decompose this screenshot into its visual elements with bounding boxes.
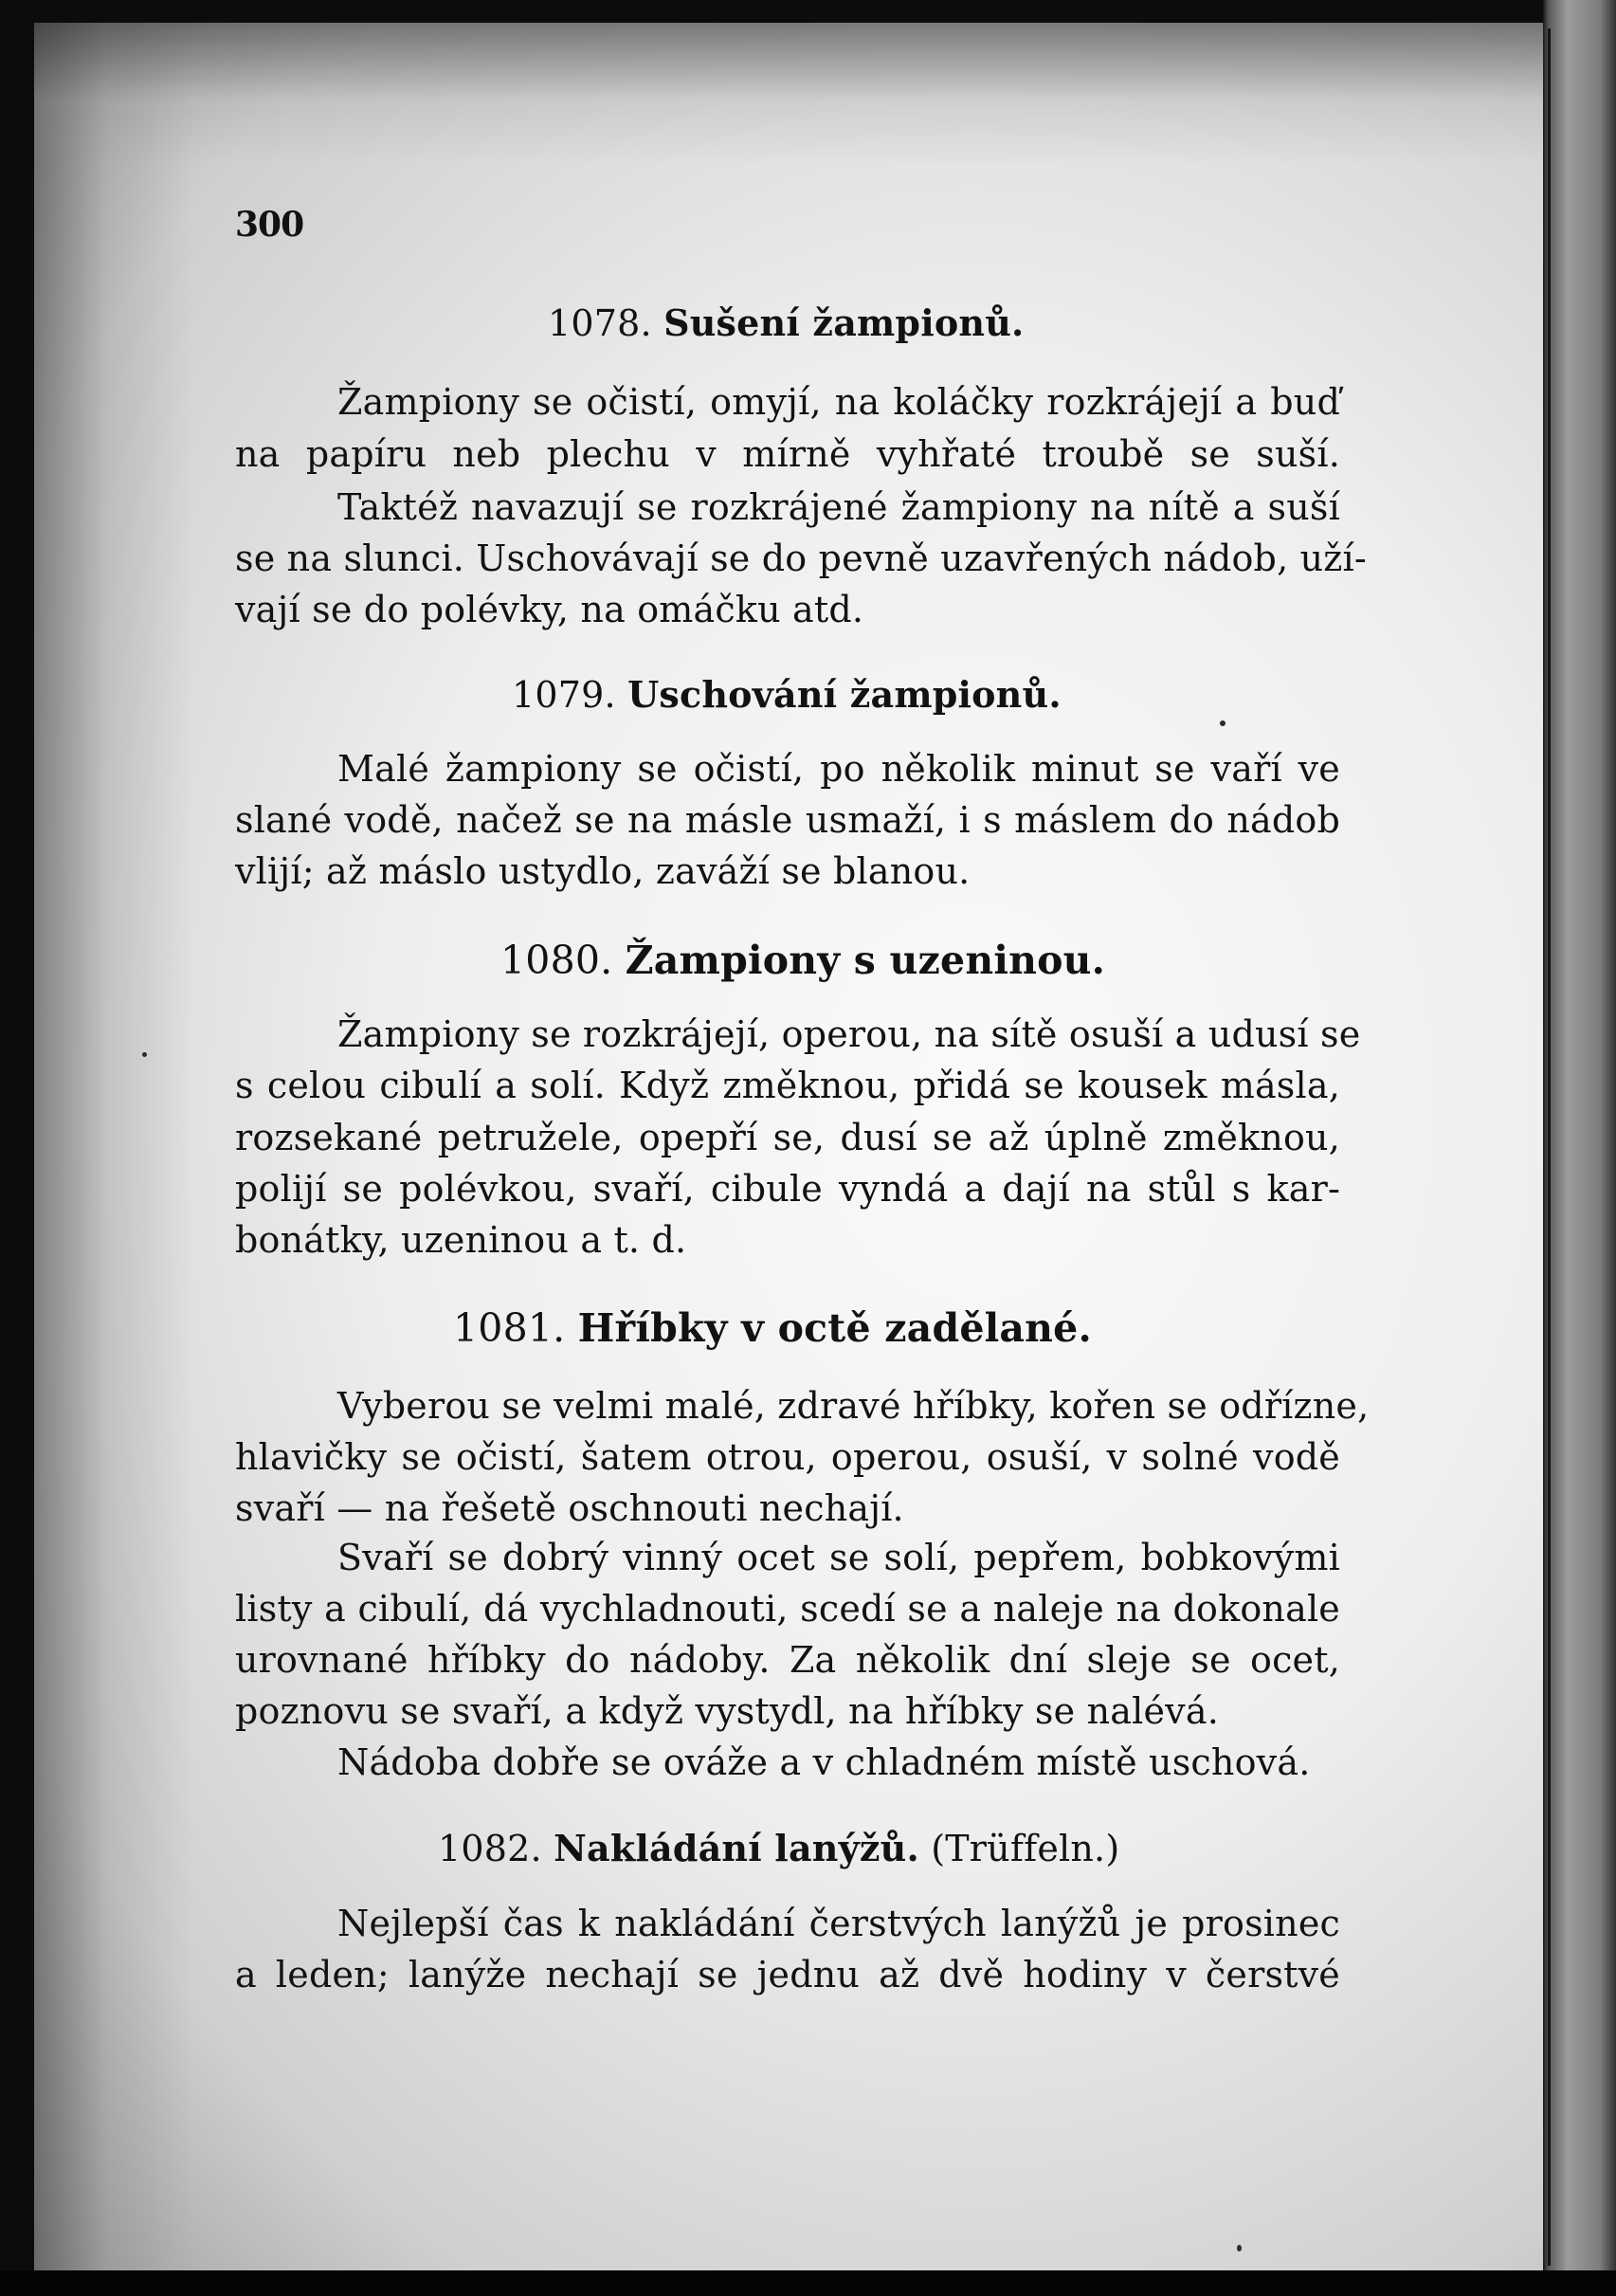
recipe-number: 1079. [512,674,616,716]
text-line: svaří — na řešetě oschnouti nechají. [235,1487,904,1529]
page-number: 300 [235,205,304,245]
recipe-title: Nakládání lanýžů. [554,1827,919,1869]
text-line: vlijí; až máslo ustydlo, zaváží se blanou. [235,850,971,892]
recipe-heading-1079 [512,673,1062,716]
recipe-number: 1080. [500,938,613,983]
text-line: poznovu se svaří, a když vystydl, na hříbky se nalévá. [235,1690,1219,1732]
text-line: listy a cibulí, dá vychladnouti, scedí se a naleje na dokonale [235,1588,1340,1630]
recipe-subtitle: (Trüffeln.) [931,1828,1120,1869]
recipe-heading-1081 [453,1305,1092,1351]
recipe-heading-1078 [548,301,1025,344]
recipe-number: 1078. [548,302,652,344]
text-line: Svaří se dobrý vinný ocet se solí, pepřem, bobkovými [337,1537,1340,1578]
text-line: Žampiony se očistí, omyjí, na koláčky rozkrájejí a buď [337,381,1340,423]
recipe-title: Sušení žampionů. [663,301,1025,344]
recipe-title: Žampiony s uzeninou. [625,938,1106,983]
text-line: vají se do polévky, na omáčku atd. [235,589,864,630]
text-line: Malé žampiony se očistí, po několik minut se vaří ve [337,748,1340,790]
recipe-number: 1081. [453,1305,566,1351]
text-line: Taktéž navazují se rozkrájené žampiony na nítě a suší [337,486,1340,528]
text-line: Nejlepší čas k nakládání čerstvých lanýžů je prosinec [337,1903,1340,1944]
text-line: bonátky, uzeninou a t. d. [235,1219,687,1261]
text-line: se na slunci. Uschovávají se do pevně uzavřených nádob, uží- [235,538,1367,579]
text-line: hlavičky se očistí, šatem otrou, operou, osuší, v solné vodě [235,1436,1340,1478]
recipe-title: Hříbky v octě zadělané. [577,1305,1092,1351]
text-line: urovnané hříbky do nádoby. Za několik dní sleje se ocet, [235,1639,1340,1681]
recipe-number: 1082. [438,1828,542,1869]
recipe-title: Uschování žampionů. [627,673,1062,716]
text-line: Žampiony se rozkrájejí, operou, na sítě osuší a udusí se [337,1013,1361,1055]
text-line: slané vodě, načež se na másle usmaží, i s máslem do nádob [235,799,1340,841]
text-line: polijí se polévkou, svaří, cibule vyndá a dají na stůl s kar- [235,1168,1340,1210]
text-line: a leden; lanýže nechají se jednu až dvě hodiny v čerstvé [235,1954,1340,1995]
text-line: Vyberou se velmi malé, zdravé hříbky, kořen se odřízne, [337,1385,1370,1427]
recipe-heading-1082 [438,1827,1120,1869]
text-line: rozsekané petružele, opepří se, dusí se až úplně změknou, [235,1117,1340,1158]
text-line: s celou cibulí a solí. Když změknou, přidá se kousek másla, [235,1065,1340,1106]
text-line: Nádoba dobře se ováže a v chladném místě uschová. [337,1741,1311,1783]
text-line: na papíru neb plechu v mírně vyhřaté troubě se suší. [235,433,1340,475]
recipe-heading-1080 [500,938,1106,983]
